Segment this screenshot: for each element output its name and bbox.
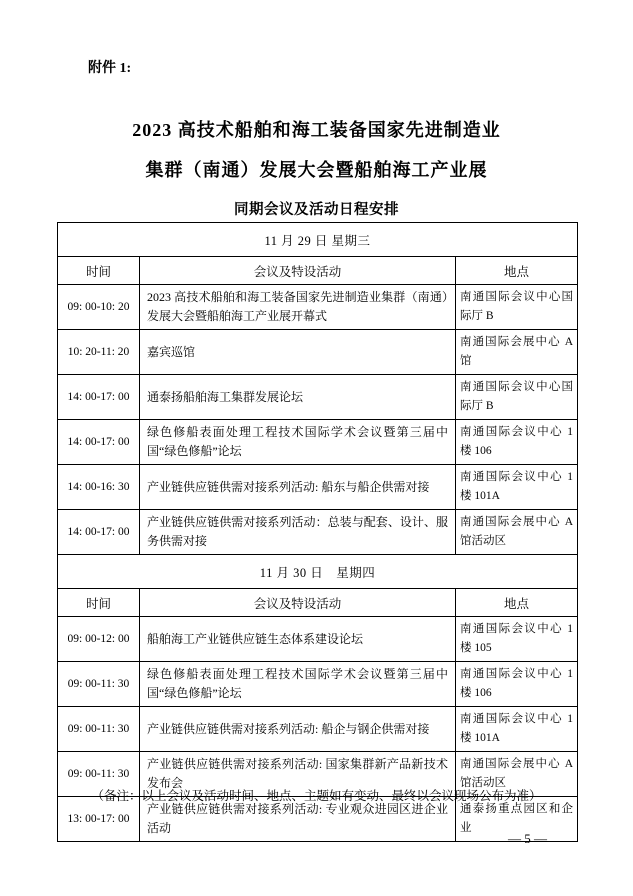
- location-cell: 南通国际会议中心 1 楼 101A: [456, 707, 578, 752]
- time-cell: 14: 00-17: 00: [58, 510, 140, 555]
- schedule-row: [58, 707, 578, 752]
- column-header-location: 地点: [456, 589, 578, 617]
- time-cell: 14: 00-17: 00: [58, 420, 140, 465]
- location-cell: 南通国际会议中心国际厅 B: [456, 285, 578, 330]
- activity-cell: 产业链供应链供需对接系列活动: 专业观众进园区进企业活动: [140, 797, 456, 842]
- section-date-row-day2: [58, 555, 578, 589]
- section-date-day2: 11 月 30 日 星期四: [58, 555, 578, 589]
- activity-cell: 产业链供应链供需对接系列活动: 船企与钢企供需对接: [140, 707, 456, 752]
- activity-cell: 船舶海工产业链供应链生态体系建设论坛: [140, 617, 456, 662]
- time-cell: 09: 00-11: 30: [58, 752, 140, 797]
- time-cell: 10: 20-11: 20: [58, 330, 140, 375]
- schedule-row: [58, 420, 578, 465]
- page-number: — 5 —: [508, 831, 547, 846]
- activity-cell: 通泰扬船舶海工集群发展论坛: [140, 375, 456, 420]
- location-cell: 南通国际会议中心 1 楼 101A: [456, 465, 578, 510]
- activity-cell: 2023 高技术船舶和海工装备国家先进制造业集群（南通）发展大会暨船舶海工产业展开幕式: [140, 285, 456, 330]
- activity-cell: 嘉宾巡馆: [140, 330, 456, 375]
- column-header-time: 时间: [58, 589, 140, 617]
- activity-cell: 绿色修船表面处理工程技术国际学术会议暨第三届中国“绿色修船”论坛: [140, 662, 456, 707]
- schedule-row: [58, 662, 578, 707]
- schedule-row: [58, 617, 578, 662]
- location-cell: 南通国际会议中心 1 楼 106: [456, 662, 578, 707]
- column-header-activity: 会议及特设活动: [140, 257, 456, 285]
- time-cell: 14: 00-16: 30: [58, 465, 140, 510]
- time-cell: 13: 00-17: 00: [58, 797, 140, 842]
- activity-cell: 产业链供应链供需对接系列活动: 船东与船企供需对接: [140, 465, 456, 510]
- schedule-row: [58, 285, 578, 330]
- activity-cell: 产业链供应链供需对接系列活动: 国家集群新产品新技术发布会: [140, 752, 456, 797]
- document-title-line2: 集群（南通）发展大会暨船舶海工产业展: [145, 160, 488, 180]
- location-cell: 南通国际会展中心 A 馆活动区: [456, 752, 578, 797]
- time-cell: 14: 00-17: 00: [58, 375, 140, 420]
- activity-cell: 绿色修船表面处理工程技术国际学术会议暨第三届中国“绿色修船”论坛: [140, 420, 456, 465]
- footnote: （备注：以上会议及活动时间、地点、主题如有变动、最终以会议现场公布为准）: [91, 789, 542, 803]
- column-header-activity: 会议及特设活动: [140, 589, 456, 617]
- time-cell: 09: 00-12: 00: [58, 617, 140, 662]
- section-date-day1: 11 月 29 日 星期三: [58, 223, 578, 257]
- schedule-row: [58, 330, 578, 375]
- time-cell: 09: 00-10: 20: [58, 285, 140, 330]
- time-cell: 09: 00-11: 30: [58, 662, 140, 707]
- activity-cell: 产业链供应链供需对接系列活动：总装与配套、设计、服务供需对接: [140, 510, 456, 555]
- section-date-row-day1: [58, 223, 578, 257]
- document-title-line1: 2023 高技术船舶和海工装备国家先进制造业: [132, 120, 501, 140]
- column-header-row-day1: [58, 257, 578, 285]
- schedule-table: [57, 222, 578, 842]
- location-cell: 南通国际会议中心 1 楼 105: [456, 617, 578, 662]
- column-header-row-day2: [58, 589, 578, 617]
- location-cell: 通泰扬重点园区和企业: [456, 797, 578, 842]
- column-header-location: 地点: [456, 257, 578, 285]
- column-header-time: 时间: [58, 257, 140, 285]
- time-cell: 09: 00-11: 30: [58, 707, 140, 752]
- schedule-table-body: [58, 223, 578, 842]
- attachment-label: 附件 1:: [88, 61, 132, 76]
- schedule-subtitle: 同期会议及活动日程安排: [234, 202, 399, 218]
- location-cell: 南通国际会议中心 1 楼 106: [456, 420, 578, 465]
- document-title: [0, 110, 633, 190]
- location-cell: 南通国际会展中心 A 馆活动区: [456, 510, 578, 555]
- schedule-row: [58, 465, 578, 510]
- location-cell: 南通国际会展中心 A 馆: [456, 330, 578, 375]
- schedule-row: [58, 375, 578, 420]
- location-cell: 南通国际会议中心国际厅 B: [456, 375, 578, 420]
- schedule-row: [58, 510, 578, 555]
